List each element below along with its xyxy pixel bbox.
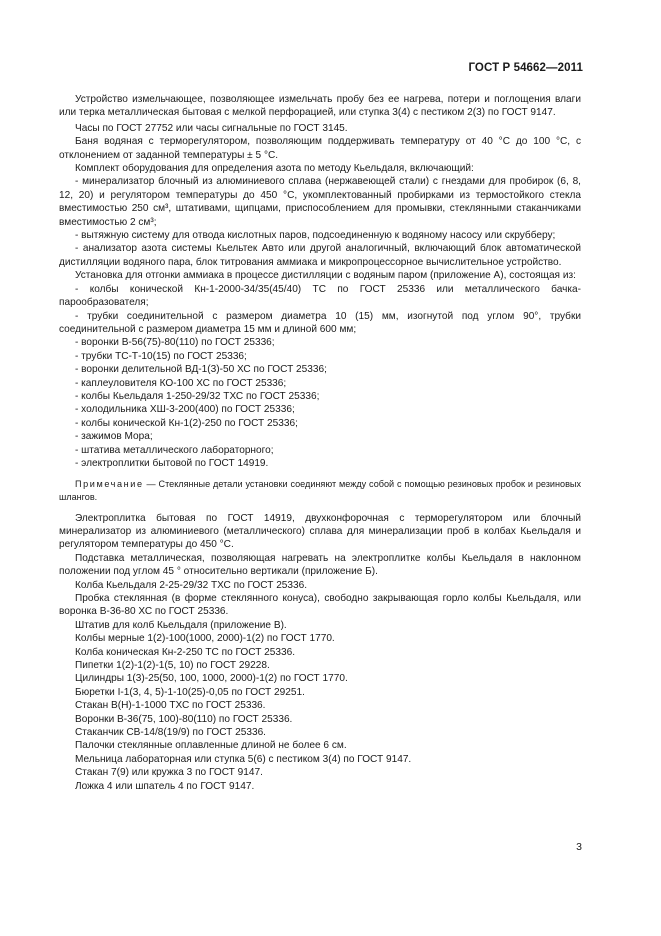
paragraph: Пипетки 1(2)-1(2)-1(5, 10) по ГОСТ 29228. bbox=[75, 660, 270, 672]
list-item: - колбы конической Кн-1(2)-250 по ГОСТ 25336; bbox=[75, 417, 298, 429]
list-item: - воронки делительной ВД-1(3)-50 ХС по ГОСТ 25336; bbox=[75, 364, 327, 376]
paragraph: Комплект оборудования для определения азота по методу Кьельдаля, включающий: bbox=[75, 163, 474, 175]
list-item: - трубки ТС-Т-10(15) по ГОСТ 25336; bbox=[75, 350, 247, 362]
paragraph: Цилиндры 1(3)-25(50, 100, 1000, 2000)-1(2) по ГОСТ 1770. bbox=[75, 673, 348, 685]
paragraph: Пробка стеклянная (в форме стеклянного конуса), свободно закрывающая горло колбы Кьельдаля, или воронка В-36-80 ХС по ГОСТ 25336. bbox=[59, 593, 581, 618]
list-item: - трубки соединительной с размером диаметра 10 (15) мм, изогнутой под углом 90°, трубки соединительной с размером диаметра 15 мм и длиной 600 мм; bbox=[59, 310, 581, 335]
list-item: - вытяжную систему для отвода кислотных паров, подсоединенную к водяному насосу или скрубберу; bbox=[75, 230, 556, 242]
list-item: - колбы Кьельдаля 1-250-29/32 ТХС по ГОСТ 25336; bbox=[75, 390, 320, 402]
paragraph: Устройство измельчающее, позволяющее измельчать пробу без ее нагрева, потери и поглощения влаги или терка металлическая бытовая с мелкой перфорацией, или ступка 3(4) с пестиком 2(3) по ГОСТ 9147. bbox=[59, 94, 581, 119]
paragraph: Ложка 4 или шпатель 4 по ГОСТ 9147. bbox=[75, 780, 255, 792]
paragraph: Стакан В(Н)-1-1000 ТХС по ГОСТ 25336. bbox=[75, 700, 266, 712]
paragraph: Установка для отгонки аммиака в процессе дистилляции с водяным паром (приложение А), состоящая из: bbox=[75, 270, 576, 282]
list-item: - зажимов Мора; bbox=[75, 431, 153, 443]
paragraph: Электроплитка бытовая по ГОСТ 14919, двухконфорочная с терморегулятором или блочный минерализатор из алюминиевого (металлического) сплава для минерализации проб в колбах Кьельдаля и регулятором температуры до 450 °С. bbox=[59, 512, 581, 551]
list-item: - каплеуловителя КО-100 ХС по ГОСТ 25336; bbox=[75, 377, 287, 389]
document-body bbox=[59, 93, 581, 793]
paragraph: Баня водяная с терморегулятором, позволяющим поддерживать температуру от 40 °С до 100 °С, с отклонением от заданной температуры ± 5 °С. bbox=[59, 136, 581, 161]
list-item: - колбы конической Кн-1-2000-34/35(45/40) ТС по ГОСТ 25336 или металлического бачка-парообразователя; bbox=[59, 283, 581, 309]
document-code-header: ГОСТ Р 54662—2011 bbox=[468, 62, 583, 74]
note-label: Примечание bbox=[75, 479, 144, 490]
paragraph: Подставка металлическая, позволяющая нагревать на электроплитке колбы Кьельдаля в наклонном положении под углом 45 ° относительно вертикали (приложение Б). bbox=[59, 552, 581, 578]
list-item: - штатива металлического лабораторного; bbox=[75, 444, 274, 456]
note-text: — Стеклянные детали установки соединяют между собой с помощью резиновых пробок и резиновых шлангов. bbox=[59, 479, 581, 502]
list-item: - анализатор азота системы Кьельтек Авто или другой аналогичный, включающий блок автоматической дистилляции водяного пара, блок титрования аммиака и микропроцессорное вычислительное устройство. bbox=[59, 243, 581, 268]
list-item: - минерализатор блочный из алюминиевого сплава (нержавеющей стали) с гнездами для пробирок (6, 8, 12, 20) и регулятором температуры до 450 °С, укомплектованный пробирками из термостойкого стекла вместимостью 250 см³, штативами, щипцами, приспособлением для промывки, стеклянными стаканчиками вместимостью 2 см³; bbox=[59, 176, 581, 228]
list-item: - холодильника ХШ-3-200(400) по ГОСТ 25336; bbox=[75, 404, 295, 416]
paragraph: Стаканчик СВ-14/8(19/9) по ГОСТ 25336. bbox=[75, 727, 266, 739]
note bbox=[59, 478, 581, 503]
paragraph: Колба Кьельдаля 2-25-29/32 ТХС по ГОСТ 25336. bbox=[75, 579, 308, 591]
page-number: 3 bbox=[576, 841, 582, 853]
paragraph: Воронки В-36(75, 100)-80(110) по ГОСТ 25336. bbox=[75, 713, 293, 725]
paragraph: Колбы мерные 1(2)-100(1000, 2000)-1(2) по ГОСТ 1770. bbox=[75, 633, 335, 645]
paragraph: Штатив для колб Кьельдаля (приложение В). bbox=[75, 619, 287, 631]
list-item: - электроплитки бытовой по ГОСТ 14919. bbox=[75, 457, 269, 469]
list-item: - воронки В-56(75)-80(110) по ГОСТ 25336; bbox=[75, 337, 275, 349]
paragraph: Часы по ГОСТ 27752 или часы сигнальные по ГОСТ 3145. bbox=[75, 122, 348, 134]
paragraph: Палочки стеклянные оплавленные длиной не более 6 см. bbox=[75, 740, 347, 752]
paragraph: Бюретки I-1(3, 4, 5)-1-10(25)-0,05 по ГОСТ 29251. bbox=[75, 686, 305, 698]
paragraph: Колба коническая Кн-2-250 ТС по ГОСТ 25336. bbox=[75, 646, 296, 658]
paragraph: Стакан 7(9) или кружка 3 по ГОСТ 9147. bbox=[75, 767, 263, 779]
paragraph: Мельница лабораторная или ступка 5(6) с пестиком 3(4) по ГОСТ 9147. bbox=[75, 753, 412, 765]
